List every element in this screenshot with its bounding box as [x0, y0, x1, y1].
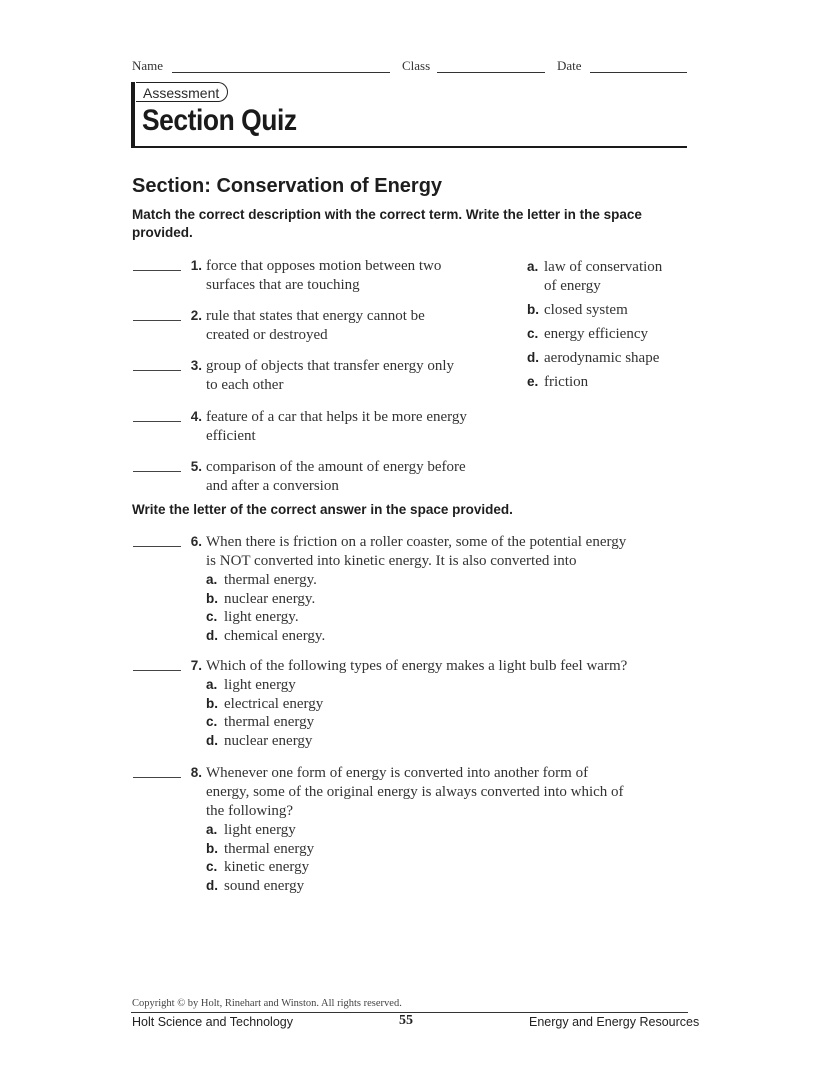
matching-instruction: Match the correct description with the correct term. Write the letter in the space provided.: [132, 207, 642, 240]
term-line: [527, 277, 697, 296]
question-line: the following?: [206, 803, 294, 819]
option-letter: b.: [206, 590, 218, 606]
title-divider: [131, 146, 687, 148]
option-letter: c.: [206, 609, 218, 625]
question-line: created or destroyed: [206, 327, 328, 343]
option-letter: d.: [206, 627, 218, 643]
question-number: 6.: [190, 534, 202, 549]
option-letter: b.: [206, 695, 218, 711]
option-letter: a.: [206, 572, 218, 587]
option-text: light energy: [224, 822, 296, 838]
term-item: [527, 300, 697, 320]
title-bar: [131, 82, 135, 148]
question-line: surfaces that are touching: [206, 277, 360, 293]
term-text: of energy: [544, 278, 601, 294]
term-line: [527, 324, 697, 344]
question-number: 5.: [190, 459, 202, 474]
term-letter: a.: [527, 259, 539, 274]
question-number: 8.: [190, 765, 202, 780]
term-item: [527, 324, 697, 344]
question-line: rule that states that energy cannot be: [206, 308, 425, 324]
question-line: force that opposes motion between two: [206, 258, 442, 274]
option-text: thermal energy: [224, 840, 315, 857]
option-letter: a.: [206, 822, 218, 837]
question-line: and after a conversion: [206, 478, 339, 494]
term-text: law of conservation: [544, 259, 663, 275]
question-text: [206, 458, 516, 496]
question-text: [206, 357, 516, 395]
answer-option[interactable]: [206, 695, 691, 714]
option-letter: c.: [206, 714, 218, 730]
answer-blank[interactable]: [133, 766, 181, 778]
answer-option[interactable]: [206, 713, 691, 732]
option-text: thermal energy: [224, 714, 315, 731]
question-block: [206, 764, 691, 895]
answer-option[interactable]: [206, 608, 691, 627]
option-letter: b.: [206, 840, 218, 856]
term-line: [527, 300, 697, 320]
term-letter: c.: [527, 326, 539, 341]
term-text: aerodynamic shape: [544, 350, 660, 366]
question-number: 7.: [190, 658, 202, 673]
question-number: 1.: [190, 258, 202, 273]
option-text: kinetic energy: [224, 859, 310, 876]
option-text: chemical energy.: [224, 627, 326, 644]
question-line: comparison of the amount of energy before: [206, 459, 466, 475]
question-line: efficient: [206, 428, 256, 444]
answer-option[interactable]: [206, 840, 691, 859]
option-text: nuclear energy: [224, 732, 313, 749]
answer-option[interactable]: [206, 627, 691, 646]
answer-blank[interactable]: [133, 259, 181, 271]
question-text: [206, 307, 516, 345]
option-text: thermal energy.: [224, 572, 317, 588]
question-number: 2.: [190, 308, 202, 323]
term-line: [527, 372, 697, 392]
option-text: light energy.: [224, 609, 299, 626]
question-line: group of objects that transfer energy only: [206, 358, 454, 374]
answer-option[interactable]: [206, 877, 691, 896]
term-text: friction: [544, 374, 589, 390]
question-line: When there is friction on a roller coaster, some of the potential energy: [206, 534, 627, 550]
answer-blank[interactable]: [133, 659, 181, 671]
page-number: 55: [399, 1013, 413, 1028]
term-text: energy efficiency: [544, 326, 648, 342]
answer-blank[interactable]: [133, 309, 181, 321]
page-title: Section Quiz: [142, 104, 297, 137]
footer-book-title: Holt Science and Technology: [132, 1015, 293, 1029]
name-label: Name: [132, 58, 164, 73]
question-line: is NOT converted into kinetic energy. It is also converted into: [206, 553, 577, 569]
question-line: to each other: [206, 377, 284, 393]
answer-option[interactable]: [206, 676, 691, 695]
answer-option[interactable]: [206, 571, 691, 590]
assessment-tag: Assessment: [136, 82, 228, 102]
question-line: Whenever one form of energy is converted into another form of: [206, 765, 589, 781]
option-letter: d.: [206, 732, 218, 748]
option-text: electrical energy: [224, 695, 324, 712]
answer-blank[interactable]: [133, 460, 181, 472]
question-number: 3.: [190, 358, 202, 373]
term-line: [527, 257, 697, 277]
class-field[interactable]: [437, 60, 545, 73]
question-line: feature of a car that helps it be more energy: [206, 409, 467, 425]
terms-list: [527, 257, 697, 392]
answer-blank[interactable]: [133, 359, 181, 371]
section-title: Section: Conservation of Energy: [132, 175, 443, 197]
answer-option[interactable]: [206, 732, 691, 751]
question-block: [206, 533, 691, 645]
term-item: [527, 257, 697, 296]
date-label: Date: [557, 58, 582, 73]
option-letter: a.: [206, 677, 218, 692]
footer-chapter: Energy and Energy Resources: [529, 1015, 700, 1029]
option-letter: c.: [206, 859, 218, 875]
term-text: closed system: [544, 302, 628, 318]
term-line: [527, 348, 697, 368]
mc-instruction: Write the letter of the correct answer in the space provided.: [132, 502, 513, 517]
term-letter: b.: [527, 302, 539, 317]
option-text: light energy: [224, 677, 296, 693]
name-field[interactable]: [172, 60, 390, 73]
answer-option[interactable]: [206, 858, 691, 877]
answer-blank[interactable]: [133, 410, 181, 422]
term-item: [527, 372, 697, 392]
question-block: [206, 657, 691, 750]
term-item: [527, 348, 697, 368]
copyright: Copyright © by Holt, Rinehart and Winston. All rights reserved.: [132, 998, 402, 1009]
question-text: [206, 408, 516, 446]
question-text: [206, 257, 516, 295]
question-line: energy, some of the original energy is always converted into which of: [206, 784, 624, 800]
answer-option[interactable]: [206, 590, 691, 609]
date-field[interactable]: [590, 60, 687, 73]
option-text: nuclear energy.: [224, 590, 316, 607]
answer-blank[interactable]: [133, 535, 181, 547]
class-label: Class: [402, 58, 431, 73]
option-text: sound energy: [224, 877, 305, 894]
term-letter: d.: [527, 350, 539, 365]
term-letter: e.: [527, 374, 539, 389]
question-line: Which of the following types of energy makes a light bulb feel warm?: [206, 658, 628, 674]
answer-option[interactable]: [206, 821, 691, 840]
question-number: 4.: [190, 409, 202, 424]
option-letter: d.: [206, 877, 218, 893]
